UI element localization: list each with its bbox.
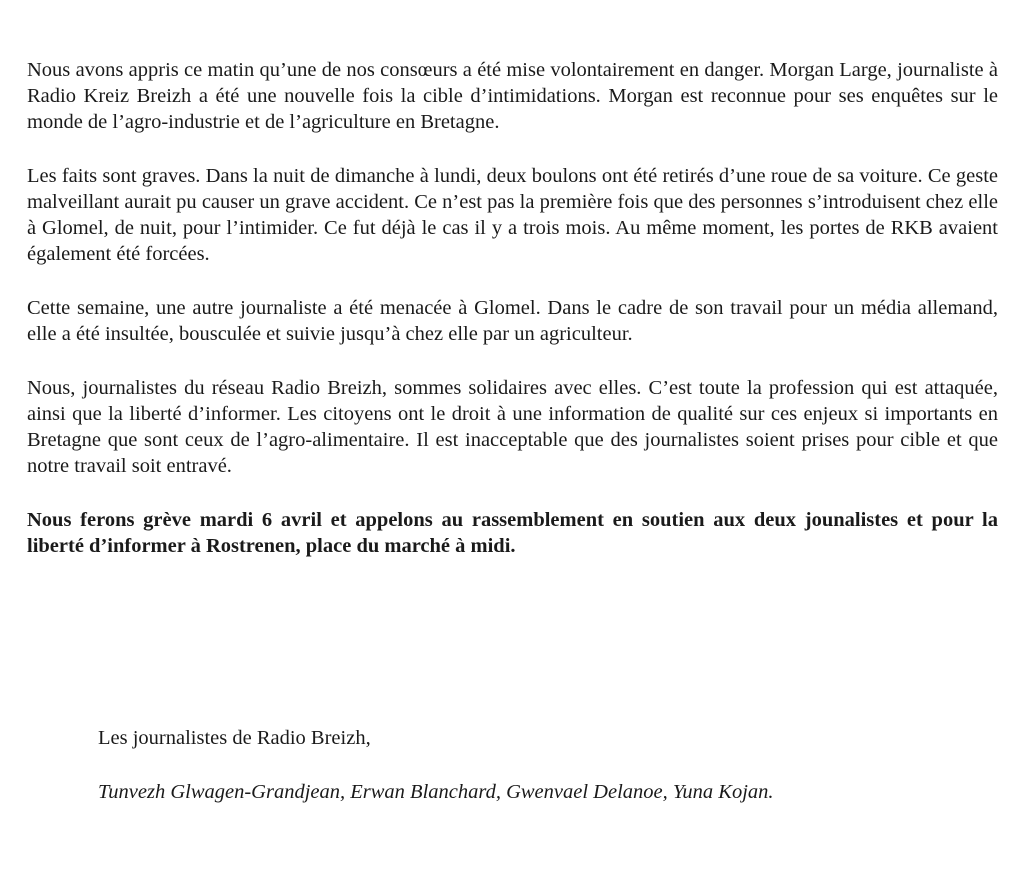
paragraph-intro: Nous avons appris ce matin qu’une de nos consœurs a été mise volontairement en danger. Morgan Large, journaliste à Radio Kreiz Breizh a été une nouvelle fois la cible d’intimidations. Morgan est reconnue pour ses enquêtes sur le monde de l’agro-industrie et de l’agriculture en Bretagne. (27, 59, 998, 133)
letter-body (27, 57, 998, 587)
signature-names: Tunvezh Glwagen-Grandjean, Erwan Blanchard, Gwenvael Delanoe, Yuna Kojan. (98, 781, 774, 803)
paragraph-second-journalist: Cette semaine, une autre journaliste a été menacée à Glomel. Dans le cadre de son travail pour un média allemand, elle a été insultée, bousculée et suivie jusqu’à chez elle par un agriculteur. (27, 297, 998, 345)
signature-block (98, 725, 978, 805)
call-to-action: Nous ferons grève mardi 6 avril et appelons au rassemblement en soutien aux deux jounalistes et pour la liberté d’informer à Rostrenen, place du marché à midi. (27, 509, 998, 557)
paragraph-facts: Les faits sont graves. Dans la nuit de dimanche à lundi, deux boulons ont été retirés d’une roue de sa voiture. Ce geste malveillant aurait pu causer un grave accident. Ce n’est pas la première fois que des personnes s’introduisent chez elle à Glomel, de nuit, pour l’intimider. Ce fut déjà le cas il y a trois mois. Au même moment, les portes de RKB avaient également été forcées. (27, 165, 998, 265)
paragraph-solidarity: Nous, journalistes du réseau Radio Breizh, sommes solidaires avec elles. C’est toute la profession qui est attaquée, ainsi que la liberté d’informer. Les citoyens ont le droit à une information de qualité sur ces enjeux si importants en Bretagne que sont ceux de l’agro-alimentaire. Il est inacceptable que des journalistes soient prises pour cible et que notre travail soit entravé. (27, 377, 998, 477)
signature-line: Les journalistes de Radio Breizh, (98, 727, 371, 749)
